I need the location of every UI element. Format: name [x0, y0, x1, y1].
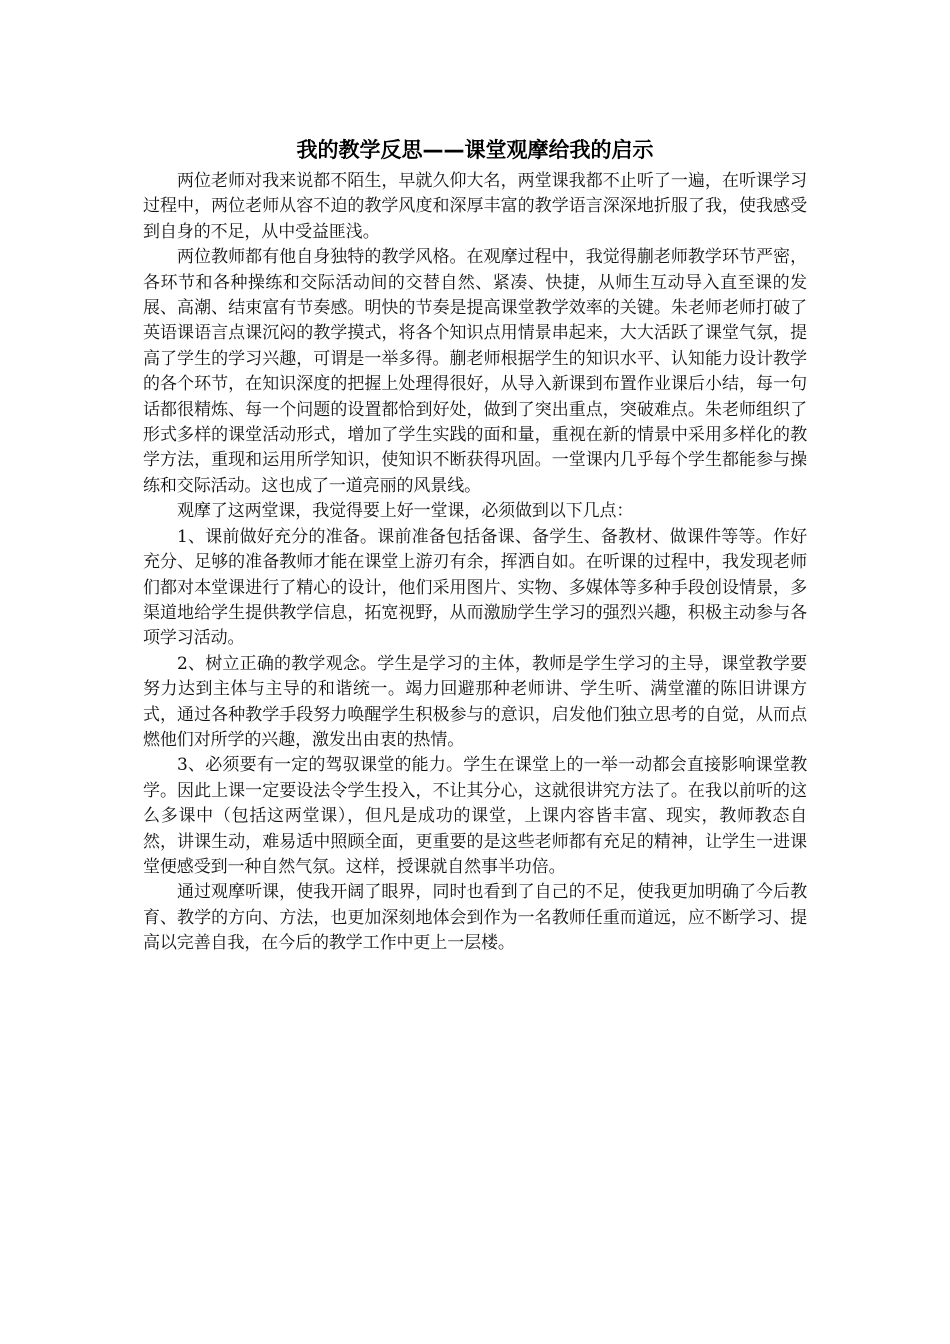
- paragraph-point-2: 2、树立正确的教学观念。学生是学习的主体，教师是学生学习的主导，课堂教学要努力达到主体与主导的和谐统一。竭力回避那种老师讲、学生听、满堂灌的陈旧讲课方式，通过各种教学手段努力唤醒学生积极参与的意识，启发他们独立思考的自觉，从而点燃他们对所学的兴趣，激发出由衷的热情。: [143, 653, 807, 750]
- paragraph-point-1: 1、课前做好充分的准备。课前准备包括备课、备学生、备教材、做课件等等。作好充分、足够的准备教师才能在课堂上游刃有余，挥洒自如。在听课的过程中，我发现老师们都对本堂课进行了精心的设计，他们采用图片、实物、多媒体等多种手段创设情景，多渠道地给学生提供教学信息，拓宽视野，从而激励学生学习的强烈兴趣，积极主动参与各项学习活动。: [143, 526, 807, 649]
- paragraph-conclusion: 通过观摩听课，使我开阔了眼界，同时也看到了自己的不足，使我更加明确了今后教育、教学的方向、方法，也更加深刻地体会到作为一名教师任重而道远，应不断学习、提高以完善自我，在今后的教学工作中更上一层楼。: [143, 882, 807, 954]
- paragraph-key-points-intro: 观摩了这两堂课，我觉得要上好一堂课，必须做到以下几点：: [177, 501, 634, 522]
- paragraph-intro: 两位老师对我来说都不陌生，早就久仰大名，两堂课我都不止听了一遍，在听课学习过程中，两位老师从容不迫的教学风度和深厚丰富的教学语言深深地折服了我，使我感受到自身的不足，从中受益匪浅。: [143, 171, 807, 242]
- document-title: 我的教学反思——课堂观摩给我的启示: [296, 138, 654, 162]
- document-body: [143, 128, 807, 957]
- paragraph-point-3: 3、必须要有一定的驾驭课堂的能力。学生在课堂上的一举一动都会直接影响课堂教学。因此上课一定要设法令学生投入，不让其分心，这就很讲究方法了。在我以前听的这么多课中（包括这两堂课），但凡是成功的课堂，上课内容皆丰富、现实，教师教态自然，讲课生动，难易适中照顾全面，更重要的是这些老师都有充足的精神，让学生一进课堂便感受到一种自然气氛。这样，授课就自然事半功倍。: [143, 755, 807, 877]
- paragraph-teaching-styles: 两位教师都有他自身独特的教学风格。在观摩过程中，我觉得蒯老师教学环节严密，各环节和各种操练和交际活动间的交替自然、紧凑、快捷，从师生互动导入直至课的发展、高潮、结束富有节奏感。明快的节奏是提高课堂教学效率的关键。朱老师老师打破了英语课语言点课沉闷的教学摸式，将各个知识点用情景串起来，大大活跃了课堂气氛，提高了学生的学习兴趣，可谓是一举多得。蒯老师根据学生的知识水平、认知能力设计教学的各个环节，在知识深度的把握上处理得很好，从导入新课到布置作业课后小结，每一句话都很精炼、每一个问题的设置都恰到好处，做到了突出重点，突破难点。朱老师组织了形式多样的课堂活动形式，增加了学生实践的面和量，重视在新的情景中采用多样化的教学方法，重现和运用所学知识，使知识不断获得巩固。一堂课内几乎每个学生都能参与操练和交际活动。这也成了一道亮丽的风景线。: [143, 247, 807, 496]
